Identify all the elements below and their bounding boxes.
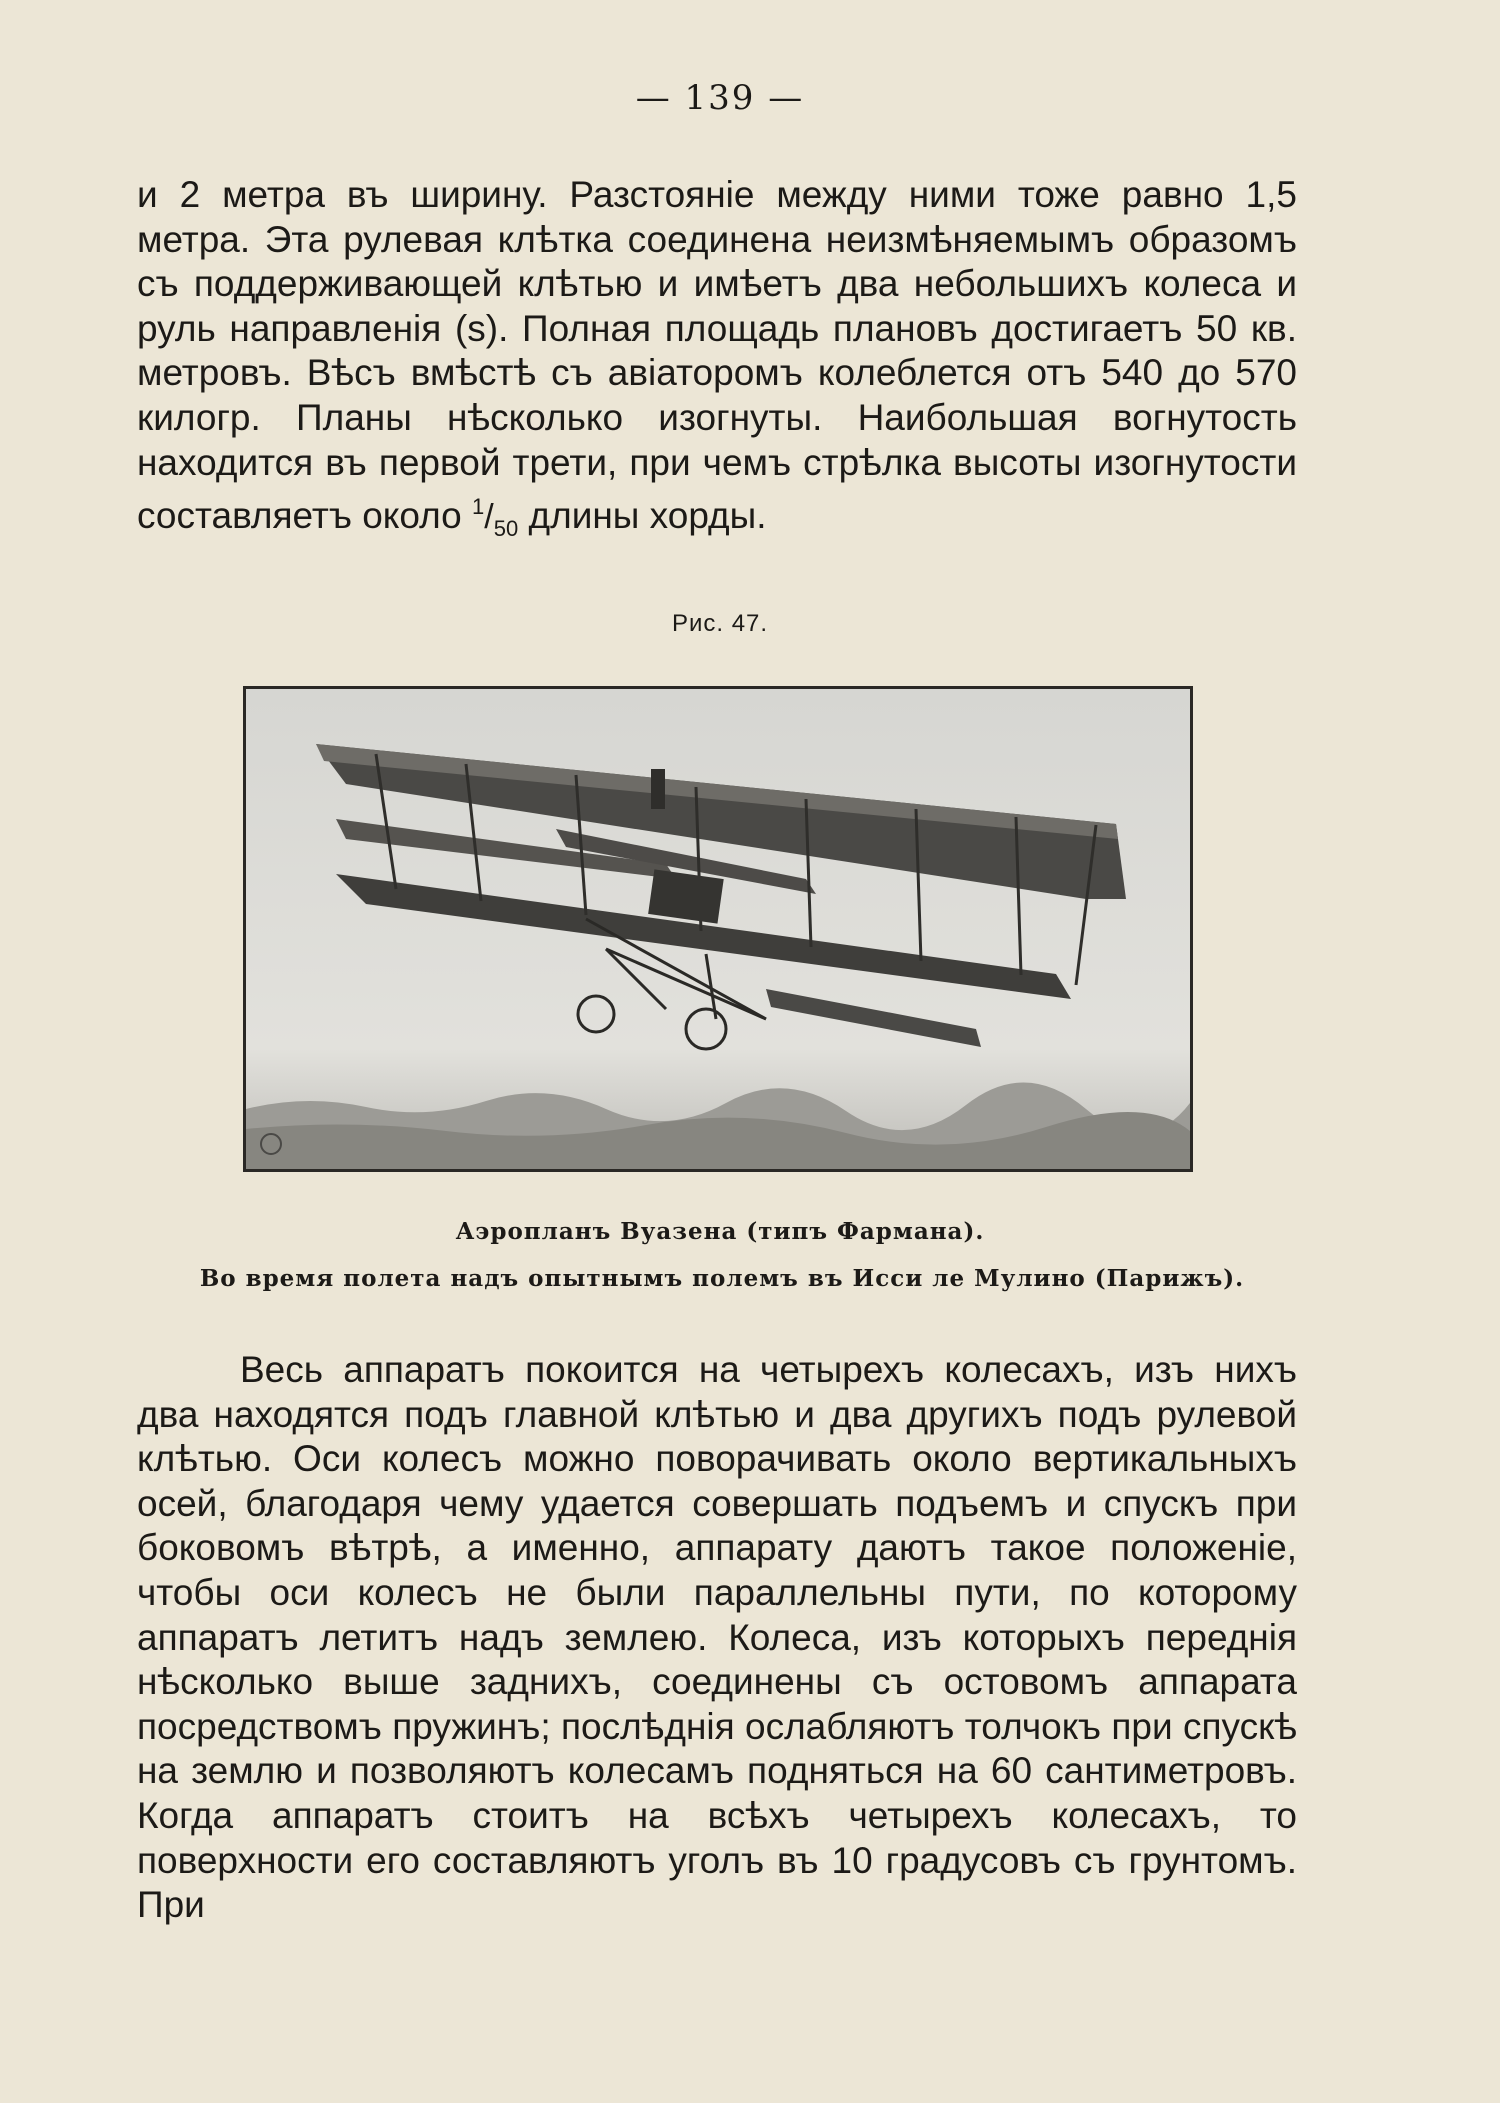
paragraph-1-text: и 2 метра въ ширину. Разстояніе между ними тоже равно 1,5 метра. Эта рулевая клѣтка соединена неизмѣняемымъ образомъ съ поддерживающей клѣтью и имѣетъ два небольшихъ колеса и руль направленія (s). Полная площадь плановъ достигаетъ 50 кв. метровъ. Вѣсъ вмѣстѣ съ авіаторомъ колеблется отъ 540 до 570 килогр. Планы нѣсколько изогнуты. Наибольшая вогнутость находится въ первой трети, при чемъ стрѣлка высоты изогнутости составляетъ около — [137, 174, 1297, 537]
figure-caption-subtitle: Во время полета надъ опытнымъ полемъ въ Исси ле Мулино (Парижъ). — [199, 1265, 1245, 1292]
figure-label: Рис. 47. — [671, 610, 769, 637]
figure-caption-title: Аэропланъ Вуазена (типъ Фармана). — [455, 1218, 985, 1245]
page-number: — 139 — — [635, 78, 805, 118]
fraction — [472, 494, 519, 542]
figure-photo — [243, 686, 1193, 1172]
fraction-numerator: 1 — [472, 494, 485, 520]
paragraph-1 — [137, 173, 1297, 552]
paragraph-2: Весь аппаратъ покоится на четырехъ колесахъ, изъ нихъ два находятся подъ главной клѣтью и два другихъ подъ рулевой клѣтью. Оси колесъ можно поворачивать около вертикальныхъ осей, благодаря чему удается совершать подъемъ и спускъ при боковомъ вѣтрѣ, а именно, аппарату даютъ такое положеніе, чтобы оси колесъ не были параллельны пути, по которому аппаратъ летитъ надъ землею. Колеса, изъ которыхъ переднія нѣсколько выше заднихъ, соединены съ остовомъ аппарата посредствомъ пружинъ; послѣднія ослабляютъ толчокъ при спускѣ на землю и позволяютъ колесамъ подняться на 60 сантиметровъ. Когда аппаратъ стоитъ на всѣхъ четырехъ колесахъ, то поверхности его составляютъ уголъ въ 10 градусовъ съ грунтомъ. При — [137, 1349, 1297, 1926]
paragraph-1-tail: длины хорды. — [528, 495, 767, 537]
fraction-separator: / — [484, 498, 494, 537]
fraction-denominator: 50 — [493, 516, 519, 542]
biplane-photo-icon — [246, 689, 1190, 1169]
